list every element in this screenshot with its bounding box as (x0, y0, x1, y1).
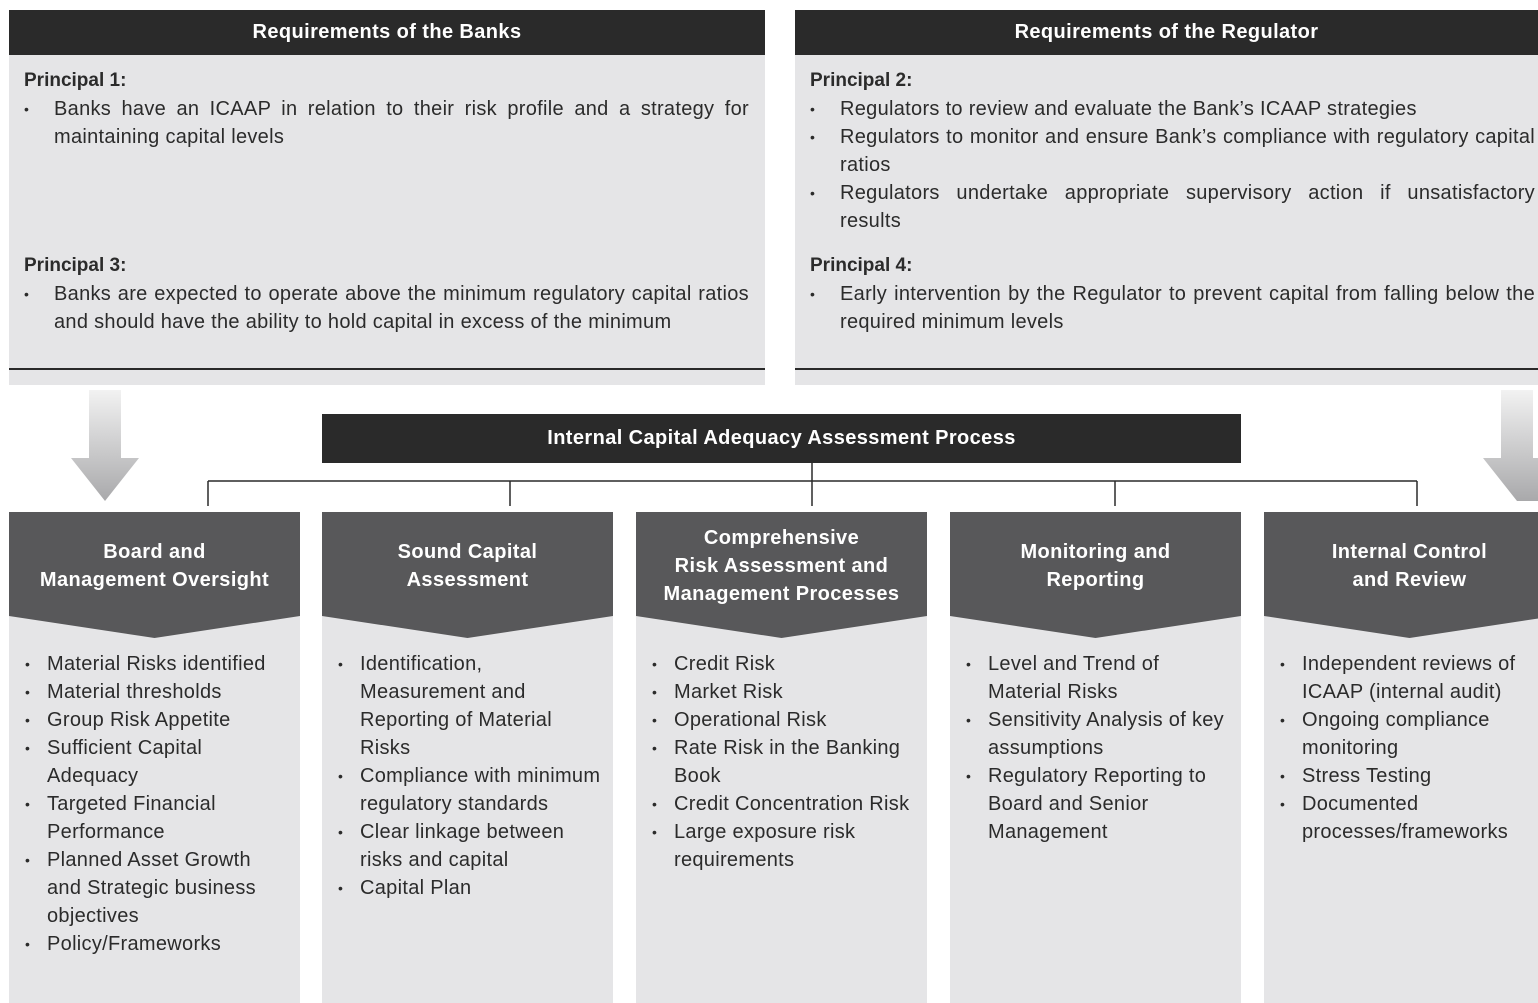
column-monitoring-reporting (950, 512, 1241, 1003)
list-item: • Policy/Frameworks (23, 930, 290, 958)
column-board-oversight (9, 512, 300, 1003)
list-item: • Documented processes/frameworks (1278, 790, 1528, 846)
list-item: • Compliance with minimum regulatory standards (336, 762, 603, 818)
principle-2-bullet: • Regulators undertake appropriate supervisory action if unsatisfactory results (810, 179, 1535, 235)
banks-header: Requirements of the Banks (9, 10, 765, 55)
column-title: Comprehensive Risk Assessment and Management Processes (663, 527, 900, 605)
principle-2-bullet: • Regulators to review and evaluate the Bank’s ICAAP strategies (810, 95, 1535, 123)
list-item: • Clear linkage between risks and capital (336, 818, 603, 874)
principle-4-bullet: • Early intervention by the Regulator to prevent capital from falling below the required minimum levels (810, 280, 1535, 336)
list-item: • Stress Testing (1278, 762, 1528, 790)
column-title: Board and Management Oversight (39, 541, 270, 591)
list-item: • Market Risk (650, 678, 917, 706)
regulator-header: Requirements of the Regulator (795, 10, 1538, 55)
list-item: • Credit Concentration Risk (650, 790, 917, 818)
column-sound-capital (322, 512, 613, 1003)
list-item: • Regulatory Reporting to Board and Senior Management (964, 762, 1231, 846)
list-item: • Large exposure risk requirements (650, 818, 917, 874)
column-title: Sound Capital Assessment (397, 541, 538, 591)
list-item: • Sufficient Capital Adequacy (23, 734, 290, 790)
list-item: • Group Risk Appetite (23, 706, 290, 734)
icaap-title-bar: Internal Capital Adequacy Assessment Process (322, 414, 1241, 463)
list-item: • Credit Risk (650, 650, 917, 678)
principle-1-bullet: • Banks have an ICAAP in relation to their risk profile and a strategy for maintaining capital levels (24, 95, 749, 151)
list-item: • Planned Asset Growth and Strategic business objectives (23, 846, 290, 930)
principle-4-title: Principal 4: (810, 255, 913, 276)
column-list (964, 650, 1231, 846)
column-risk-assessment (636, 512, 927, 1003)
column-title: Internal Control and Review (1331, 541, 1488, 591)
column-internal-control (1264, 512, 1538, 1003)
list-item: • Identification, Measurement and Reporting of Material Risks (336, 650, 603, 762)
column-list (650, 650, 917, 874)
list-item: • Capital Plan (336, 874, 603, 902)
column-title: Monitoring and Reporting (1020, 541, 1171, 591)
list-item: • Independent reviews of ICAAP (internal audit) (1278, 650, 1528, 706)
list-item: • Sensitivity Analysis of key assumptions (964, 706, 1231, 762)
principle-3-title: Principal 3: (24, 255, 127, 276)
list-item: • Targeted Financial Performance (23, 790, 290, 846)
list-item: • Level and Trend of Material Risks (964, 650, 1231, 706)
principle-1-title: Principal 1: (24, 70, 127, 91)
list-item: • Ongoing compliance monitoring (1278, 706, 1528, 762)
column-list (336, 650, 603, 902)
column-list (23, 650, 290, 958)
principle-2-bullet: • Regulators to monitor and ensure Bank’s compliance with regulatory capital ratios (810, 123, 1535, 179)
column-list (1278, 650, 1528, 846)
principle-2-title: Principal 2: (810, 70, 913, 91)
list-item: • Operational Risk (650, 706, 917, 734)
principle-3-bullet: • Banks are expected to operate above the minimum regulatory capital ratios and should have the ability to hold capital in excess of the minimum (24, 280, 749, 336)
list-item: • Rate Risk in the Banking Book (650, 734, 917, 790)
list-item: • Material thresholds (23, 678, 290, 706)
list-item: • Material Risks identified (23, 650, 290, 678)
